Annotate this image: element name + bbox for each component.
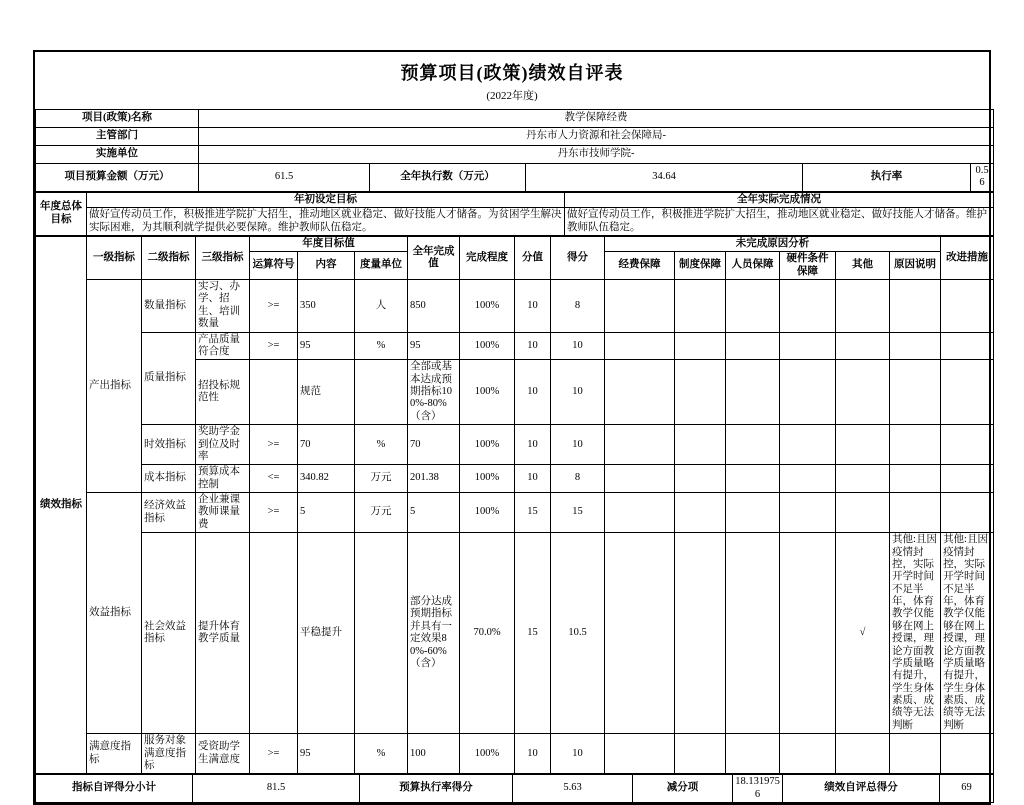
cell-completed: 5	[408, 493, 460, 533]
cell-content: 340.82	[298, 465, 355, 493]
cell-unit	[355, 533, 408, 734]
self-evaluation-form	[33, 50, 991, 805]
cell-reason	[890, 734, 941, 774]
header-level2: 二级指标	[142, 236, 196, 279]
cell-system	[675, 734, 726, 774]
cell-fund	[605, 465, 675, 493]
cell-level2: 质量指标	[142, 332, 196, 425]
cell-level3: 实习、办学、招生、培训数量	[196, 280, 250, 333]
cell-degree: 100%	[460, 493, 515, 533]
header-operator: 运算符号	[250, 252, 298, 280]
cell-points: 15	[515, 533, 551, 734]
cell-level3: 产品质量符合度	[196, 332, 250, 360]
dept-label: 主管部门	[36, 128, 199, 146]
unit-value: 丹东市技师学院-	[199, 146, 994, 164]
header-hardware: 硬件条件保障	[780, 252, 836, 280]
section-label-performance: 绩效指标	[36, 236, 87, 773]
executed-value: 34.64	[526, 164, 803, 192]
project-name-label: 项目(政策)名称	[36, 110, 199, 128]
exec-score-label: 预算执行率得分	[360, 775, 513, 803]
cell-score: 15	[551, 493, 605, 533]
indicator-row	[36, 734, 994, 774]
header-personnel: 人员保障	[726, 252, 780, 280]
cell-degree: 100%	[460, 332, 515, 360]
cell-improvement: 其他:且因疫情封控，实际开学时间不足半年，体育教学仅能够在网上授课，理论方面教学质量略有提升，学生身体素质、成绩等无法判断	[941, 533, 994, 734]
unit-label: 实施单位	[36, 146, 199, 164]
form-title: 预算项目(政策)绩效自评表	[400, 63, 624, 83]
indicator-row	[36, 493, 994, 533]
cell-degree: 70.0%	[460, 533, 515, 734]
cell-personnel	[726, 734, 780, 774]
cell-degree: 100%	[460, 734, 515, 774]
cell-improvement	[941, 280, 994, 333]
header-target-group: 年度目标值	[250, 236, 408, 251]
cell-system	[675, 493, 726, 533]
cell-level3: 受资助学生满意度	[196, 734, 250, 774]
cell-score: 8	[551, 280, 605, 333]
cell-points: 15	[515, 493, 551, 533]
checkmark-other: √	[836, 533, 890, 734]
cell-unit: %	[355, 734, 408, 774]
cell-hardware	[780, 425, 836, 465]
executed-label: 全年执行数（万元）	[370, 164, 526, 192]
cell-other	[836, 425, 890, 465]
header-level3: 三级指标	[196, 236, 250, 279]
cell-score: 10.5	[551, 533, 605, 734]
header-completed: 全年完成值	[408, 236, 460, 279]
cell-system	[675, 332, 726, 360]
cell-points: 10	[515, 332, 551, 360]
cell-operator: <=	[250, 465, 298, 493]
cell-content: 350	[298, 280, 355, 333]
cell-reason	[890, 465, 941, 493]
cell-degree: 100%	[460, 280, 515, 333]
cell-level3: 预算成本控制	[196, 465, 250, 493]
subtotal-value: 81.5	[193, 775, 360, 803]
initial-goal-header: 年初设定目标	[87, 192, 565, 207]
indicator-header-row-1	[36, 236, 994, 251]
cell-reason	[890, 332, 941, 360]
cell-level3: 招投标规范性	[196, 360, 250, 425]
cell-unit: 万元	[355, 493, 408, 533]
total-score-label: 绩效自评总得分	[783, 775, 940, 803]
cell-points: 10	[515, 734, 551, 774]
cell-level2: 数量指标	[142, 280, 196, 333]
total-score-value: 69	[940, 775, 994, 803]
indicator-table	[35, 236, 994, 774]
cell-personnel	[726, 360, 780, 425]
cell-operator	[250, 533, 298, 734]
cell-operator: >=	[250, 493, 298, 533]
cell-operator: >=	[250, 425, 298, 465]
cell-improvement	[941, 425, 994, 465]
cell-degree: 100%	[460, 360, 515, 425]
cell-points: 10	[515, 360, 551, 425]
cell-fund	[605, 280, 675, 333]
header-reason-group: 未完成原因分析	[605, 236, 941, 251]
cell-fund	[605, 533, 675, 734]
cell-personnel	[726, 533, 780, 734]
cell-reason: 其他:且因疫情封控，实际开学时间不足半年，体育教学仅能够在网上授课，理论方面教学质量略有提升，学生身体素质、成绩等无法判断	[890, 533, 941, 734]
cell-completed: 部分达成预期指标并具有一定效果80%-60%（含）	[408, 533, 460, 734]
cell-fund	[605, 425, 675, 465]
cell-content: 平稳提升	[298, 533, 355, 734]
indicator-row	[36, 425, 994, 465]
cell-level2: 经济效益指标	[142, 493, 196, 533]
cell-completed: 850	[408, 280, 460, 333]
cell-fund	[605, 332, 675, 360]
actual-result-text: 做好宣传动员工作，积极推进学院扩大招生，推动地区就业稳定、做好技能人才储备。维护教师队伍稳定。	[565, 208, 994, 236]
cell-improvement	[941, 465, 994, 493]
cell-level2: 社会效益指标	[142, 533, 196, 734]
cell-personnel	[726, 425, 780, 465]
budget-value: 61.5	[199, 164, 370, 192]
cell-unit: 万元	[355, 465, 408, 493]
cell-content: 95	[298, 734, 355, 774]
form-year: (2022年度)	[486, 90, 538, 102]
title-block	[35, 52, 989, 109]
cell-content: 5	[298, 493, 355, 533]
cell-level2: 成本指标	[142, 465, 196, 493]
actual-result-header: 全年实际完成情况	[565, 192, 994, 207]
indicator-row	[36, 533, 994, 734]
cell-level1: 效益指标	[87, 493, 142, 734]
header-system: 制度保障	[675, 252, 726, 280]
cell-points: 10	[515, 465, 551, 493]
cell-score: 10	[551, 332, 605, 360]
cell-level2: 时效指标	[142, 425, 196, 465]
cell-personnel	[726, 465, 780, 493]
cell-content: 70	[298, 425, 355, 465]
cell-operator: >=	[250, 734, 298, 774]
cell-hardware	[780, 332, 836, 360]
cell-hardware	[780, 493, 836, 533]
cell-completed: 201.38	[408, 465, 460, 493]
subtotal-label: 指标自评得分小计	[36, 775, 193, 803]
cell-completed: 100	[408, 734, 460, 774]
cell-personnel	[726, 332, 780, 360]
cell-unit: %	[355, 425, 408, 465]
initial-goal-text: 做好宣传动员工作，积极推进学院扩大招生，推动地区就业稳定、做好技能人才储备。为贫困学生解决实际困难，为其顺利就学提供必要保障。维护教师队伍稳定。	[87, 208, 565, 236]
header-other: 其他	[836, 252, 890, 280]
cell-improvement	[941, 360, 994, 425]
cell-other	[836, 493, 890, 533]
cell-system	[675, 465, 726, 493]
cell-degree: 100%	[460, 465, 515, 493]
cell-content: 95	[298, 332, 355, 360]
cell-completed: 95	[408, 332, 460, 360]
cell-system	[675, 360, 726, 425]
dept-value: 丹东市人力资源和社会保障局-	[199, 128, 994, 146]
cell-other	[836, 360, 890, 425]
deduction-value: 18.1319756	[733, 775, 783, 803]
cell-other	[836, 465, 890, 493]
cell-operator: >=	[250, 280, 298, 333]
header-degree: 完成程度	[460, 236, 515, 279]
cell-level3: 奖助学金到位及时率	[196, 425, 250, 465]
indicator-row	[36, 280, 994, 333]
cell-level1: 满意度指标	[87, 734, 142, 774]
indicator-row	[36, 332, 994, 360]
header-unit: 度量单位	[355, 252, 408, 280]
deduction-label: 减分项	[633, 775, 733, 803]
cell-improvement	[941, 734, 994, 774]
header-level1: 一级指标	[87, 236, 142, 279]
budget-label: 项目预算金额（万元）	[36, 164, 199, 192]
cell-level3: 提升体育教学质量	[196, 533, 250, 734]
cell-hardware	[780, 734, 836, 774]
cell-completed: 70	[408, 425, 460, 465]
cell-improvement	[941, 493, 994, 533]
cell-operator	[250, 360, 298, 425]
cell-level1: 产出指标	[87, 280, 142, 493]
cell-other	[836, 734, 890, 774]
cell-reason	[890, 280, 941, 333]
cell-points: 10	[515, 425, 551, 465]
cell-improvement	[941, 332, 994, 360]
rate-label: 执行率	[803, 164, 971, 192]
cell-hardware	[780, 360, 836, 425]
rate-value: 0.56	[971, 164, 994, 192]
cell-personnel	[726, 493, 780, 533]
summary-table	[35, 774, 994, 803]
annual-goal-label: 年度总体目标	[36, 192, 87, 235]
cell-system	[675, 425, 726, 465]
header-reason-desc: 原因说明	[890, 252, 941, 280]
header-improvement: 改进措施	[941, 236, 994, 279]
header-score: 得分	[551, 236, 605, 279]
cell-level2: 服务对象满意度指标	[142, 734, 196, 774]
cell-completed: 全部或基本达成预期指标100%-80%（含）	[408, 360, 460, 425]
header-fund: 经费保障	[605, 252, 675, 280]
cell-hardware	[780, 465, 836, 493]
cell-fund	[605, 360, 675, 425]
cell-operator: >=	[250, 332, 298, 360]
annual-goal-table	[35, 192, 994, 236]
project-info-table	[35, 109, 994, 192]
project-name-value: 教学保障经费	[199, 110, 994, 128]
cell-hardware	[780, 533, 836, 734]
cell-hardware	[780, 280, 836, 333]
cell-unit: %	[355, 332, 408, 360]
cell-unit: 人	[355, 280, 408, 333]
cell-score: 10	[551, 425, 605, 465]
cell-degree: 100%	[460, 425, 515, 465]
cell-other	[836, 280, 890, 333]
cell-system	[675, 280, 726, 333]
cell-system	[675, 533, 726, 734]
indicator-row	[36, 465, 994, 493]
cell-unit	[355, 360, 408, 425]
header-content: 内容	[298, 252, 355, 280]
cell-personnel	[726, 280, 780, 333]
cell-score: 8	[551, 465, 605, 493]
cell-fund	[605, 734, 675, 774]
cell-content: 规范	[298, 360, 355, 425]
cell-level3: 企业兼课教师课量费	[196, 493, 250, 533]
cell-score: 10	[551, 734, 605, 774]
cell-fund	[605, 493, 675, 533]
cell-score: 10	[551, 360, 605, 425]
cell-reason	[890, 493, 941, 533]
exec-score-value: 5.63	[513, 775, 633, 803]
cell-reason	[890, 425, 941, 465]
cell-other	[836, 332, 890, 360]
cell-points: 10	[515, 280, 551, 333]
cell-reason	[890, 360, 941, 425]
header-points: 分值	[515, 236, 551, 279]
